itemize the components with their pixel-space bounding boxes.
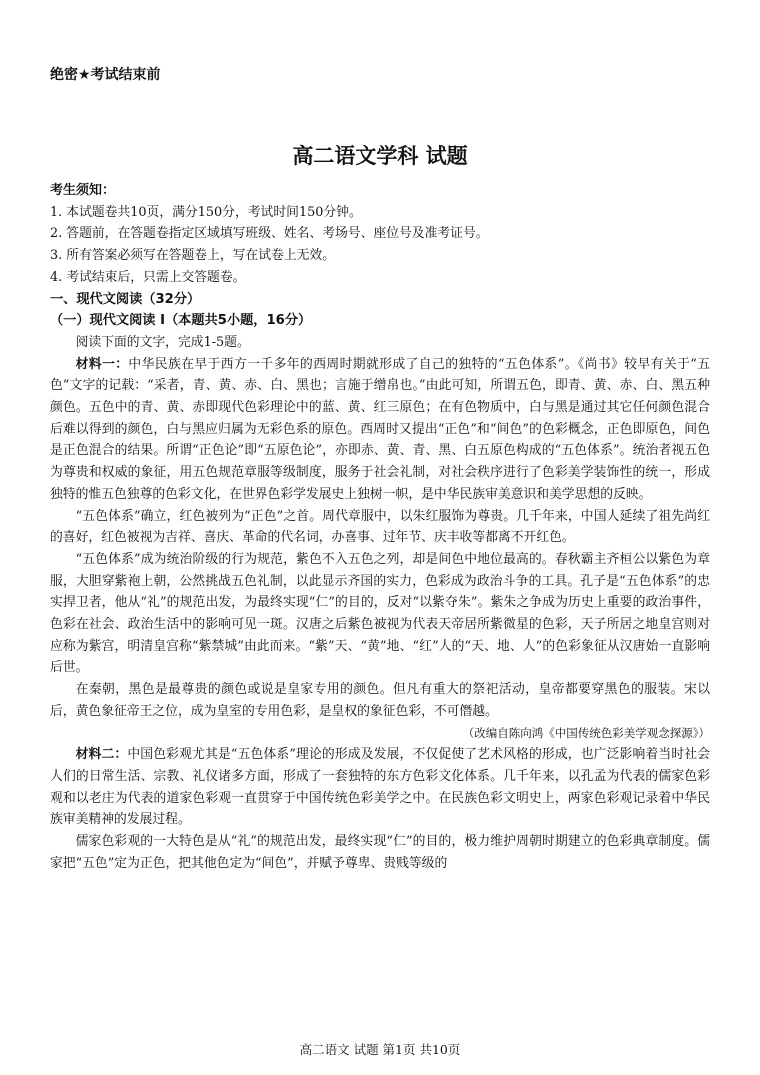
material1-paragraph: “五色体系”确立，红色被列为“正色”之首。周代章服中，以朱红服饰为尊贵。几千年来，中国人延续了祖先尚红的喜好，红色被视为吉祥、喜庆、革命的代名词，办喜事、过年节、庆丰收等都离不开红色。 bbox=[50, 508, 710, 546]
page-content bbox=[50, 180, 710, 875]
notice-item: 4. 考试结束后，只需上交答题卷。 bbox=[50, 269, 246, 285]
material1-label: 材料一： bbox=[75, 356, 129, 372]
material2-label: 材料二： bbox=[75, 747, 128, 763]
section-subtitle: （一）现代文阅读 I（本题共5小题，16分） bbox=[50, 313, 312, 329]
page-footer: 高二语文 试题 第1页 共10页 bbox=[299, 1042, 461, 1057]
material2-text: 中国色彩观尤其是“五色体系”理论的形成及发展，不仅促使了艺术风格的形成，也广泛影响着当时社会人们的日常生活、宗教、礼仪诸多方面，形成了一套独特的东方色彩文化体系。几千年来，以孔孟为代表的儒家色彩观和以老庄为代表的道家色彩观一直贯穿于中国传统色彩美学之中。在民族色彩文明史上，两家色彩观记录着中华民族审美精神的发展过程。 bbox=[50, 747, 710, 828]
section-title: 一、现代文阅读（32分） bbox=[50, 291, 201, 307]
notice-item: 2. 答题前，在答题卷指定区域填写班级、姓名、考场号、座位号及准考证号。 bbox=[50, 226, 489, 242]
notice-item: 1. 本试题卷共10页，满分150分，考试时间150分钟。 bbox=[50, 204, 362, 220]
material1-text: 中华民族在早于西方一千多年的西周时期就形成了自己的独特的“五色体系”。《尚书》较早有关于“五色”文字的记载：“采者，青、黄、赤、白、黑也；言施于缯帛也。”由此可知，所谓五色，即青、黄、赤、白、黑五种颜色。五色中的青、黄、赤即现代色彩理论中的蓝、黄、红三原色；在有色物质中，白与黑是通过其它任何颜色混合后难以得到的颜色，白与黑应归属为无彩色系的原色。西周时又提出“正色”和“间色”的色彩概念，正色即原色，间色是正色混合的结果。所谓“正色论”即“五原色论”，亦即赤、黄、青、黑、白五原色构成的“五色体系”。统治者视五色为尊贵和权威的象征，用五色规范章服等级制度，服务于社会礼制，对社会秩序进行了色彩美学装饰性的统一，形成独特的惟五色独尊的色彩文化，在世界色彩学发展史上独树一帜，是中华民族审美意识和美学思想的反映。 bbox=[50, 356, 711, 502]
instruction: 阅读下面的文字，完成1-5题。 bbox=[75, 334, 250, 350]
material1-paragraph bbox=[50, 354, 710, 506]
notice-heading: 考生须知： bbox=[50, 183, 116, 198]
material1-paragraph: “五色体系”成为统治阶级的行为规范，紫色不入五色之列，却是间色中地位最高的。春秋霸主齐桓公以紫色为章服，大胆穿紫袍上朝，公然挑战五色礼制，以此显示齐国的实力，色彩成为政治斗争的工具。孔子是“五色体系”的忠实捍卫者，他从“礼”的规范出发，为最终实现“仁”的目的，反对“以紫夺朱”。紫朱之争成为历史上重要的政治事件，色彩在社会、政治生活中的影响可见一斑。汉唐之后紫色被视为代表天帝居所紫微星的色彩，天子所居之地皇宫则对应称为紫宫，明清皇宫称“紫禁城”由此而来。“紫”天、“黄”地、“红”人的“天、地、人”的色彩象征从汉唐始一直影响后世。 bbox=[50, 551, 710, 676]
material2-paragraph bbox=[50, 744, 710, 831]
page-title: 高二语文学科 试题 bbox=[292, 144, 468, 168]
notice-item: 3. 所有答案必须写在答题卷上，写在试卷上无效。 bbox=[50, 248, 336, 264]
secret-mark: 绝密★考试结束前 bbox=[50, 67, 161, 83]
material1-paragraph: 在秦朝，黑色是最尊贵的颜色或说是皇家专用的颜色。但凡有重大的祭祀活动，皇帝都要穿黑色的服装。宋以后，黄色象征帝王之位，成为皇室的专用色彩，是皇权的象征色彩，不可僭越。 bbox=[50, 682, 710, 719]
material2-paragraph: 儒家色彩观的一大特色是从“礼”的规范出发，最终实现“仁”的目的，极力维护周朝时期建立的色彩典章制度。儒家把“五色”定为正色，把其他色定为“间色”，并赋予尊卑、贵贱等级的 bbox=[50, 834, 710, 871]
material1-source: （改编自陈向鸿《中国传统色彩美学观念探源》） bbox=[462, 725, 710, 740]
